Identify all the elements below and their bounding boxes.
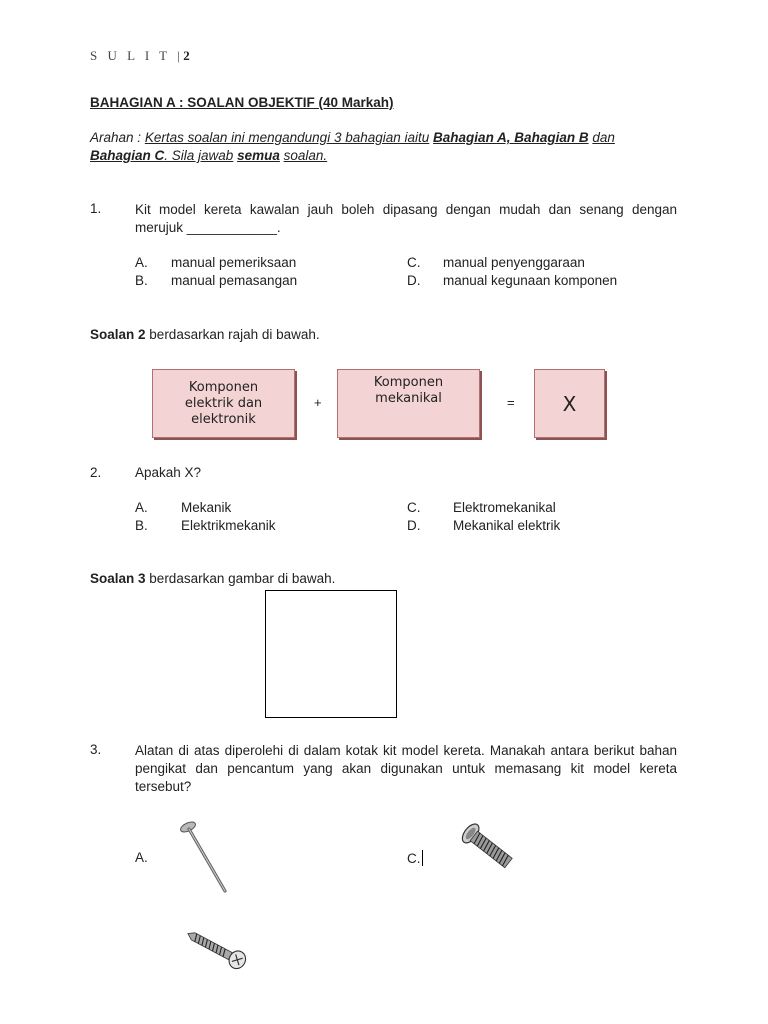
option-letter: D.: [407, 273, 421, 288]
option-text: Elektrikmekanik: [181, 518, 276, 533]
tool-picture-frame: [265, 590, 397, 718]
instruction-part1: Kertas soalan ini mengandungi 3 bahagian iaitu: [144, 130, 430, 145]
instructions: [90, 129, 678, 165]
q2-option-d: [407, 517, 560, 535]
option-text: Mekanik: [181, 500, 232, 515]
diagram-box-electric: [152, 369, 295, 438]
diagram-box-electric-text: Komponen elektrik dan elektronik: [184, 379, 263, 427]
header-separator: |: [177, 48, 184, 63]
header-label: S U L I T: [90, 48, 171, 63]
instruction-bold2: Bahagian C: [90, 148, 165, 163]
q3-text: Alatan di atas diperolehi di dalam kotak kit model kereta. Manakah antara berikut bahan pengikat dan pencantum yang akan digunakan untuk memasang kit model kereta tersebut?: [135, 743, 677, 794]
page-header: [90, 48, 190, 64]
q3-intro-bold: Soalan 3: [90, 571, 146, 586]
q2-option-a: [135, 499, 231, 517]
q2-intro: [90, 327, 320, 342]
screw-icon: [182, 926, 252, 972]
diagram-box-x: [534, 369, 605, 438]
option-text: Mekanikal elektrik: [453, 518, 561, 533]
diagram-equals: =: [507, 395, 515, 410]
q3-option-c-letter: C.: [407, 851, 421, 866]
instruction-mid: dan: [592, 130, 615, 145]
q3-intro: [90, 571, 335, 586]
q1-number: 1.: [90, 201, 102, 216]
q2-intro-bold: Soalan 2: [90, 327, 146, 342]
q1-option-c: [407, 254, 585, 272]
option-text: Elektromekanikal: [453, 500, 556, 515]
q2-text: Apakah X?: [135, 465, 202, 480]
option-letter: C.: [407, 255, 421, 270]
option-letter: A.: [135, 255, 148, 270]
diagram-box-mechanical: [337, 369, 480, 438]
option-letter: A.: [135, 500, 148, 515]
q2-number: 2.: [90, 465, 102, 480]
bolt-icon: [456, 816, 520, 878]
page-number: 2: [183, 48, 190, 63]
q3-number: 3.: [90, 742, 102, 757]
q1-option-d: [407, 272, 617, 290]
option-text: manual penyenggaraan: [443, 255, 585, 270]
q2-option-b: [135, 517, 276, 535]
q2-option-c: [407, 499, 556, 517]
diagram-plus: +: [314, 395, 322, 410]
instruction-part3: soalan.: [283, 148, 328, 163]
q1-option-b: [135, 272, 297, 290]
option-letter: B.: [135, 273, 148, 288]
option-letter: B.: [135, 518, 148, 533]
text-cursor: [422, 850, 423, 866]
diagram-box-mechanical-text: Komponen mekanikal: [373, 375, 444, 406]
diagram-box-x-text: X: [562, 391, 577, 416]
section-title: BAHAGIAN A : SOALAN OBJEKTIF (40 Markah): [90, 95, 394, 110]
instruction-bold1: Bahagian A, Bahagian B: [433, 130, 589, 145]
option-letter: C.: [407, 500, 421, 515]
option-text: manual kegunaan komponen: [443, 273, 618, 288]
q3-intro-text: berdasarkan gambar di bawah.: [149, 571, 336, 586]
q1-option-a: [135, 254, 296, 272]
instruction-bold3: semua: [237, 148, 280, 163]
q3-option-c-label: [407, 850, 423, 866]
instruction-lead: Arahan :: [90, 130, 142, 145]
option-text: manual pemeriksaan: [171, 255, 297, 270]
q3-option-a-label: A.: [135, 850, 148, 865]
option-letter: D.: [407, 518, 421, 533]
option-text: manual pemasangan: [171, 273, 298, 288]
q1-text: Kit model kereta kawalan jauh boleh dipasang dengan mudah dan senang dengan merujuk ____________.: [135, 202, 677, 235]
q2-intro-text: berdasarkan rajah di bawah.: [149, 327, 320, 342]
nail-icon: [178, 818, 230, 896]
instruction-part2: . Sila jawab: [164, 148, 234, 163]
